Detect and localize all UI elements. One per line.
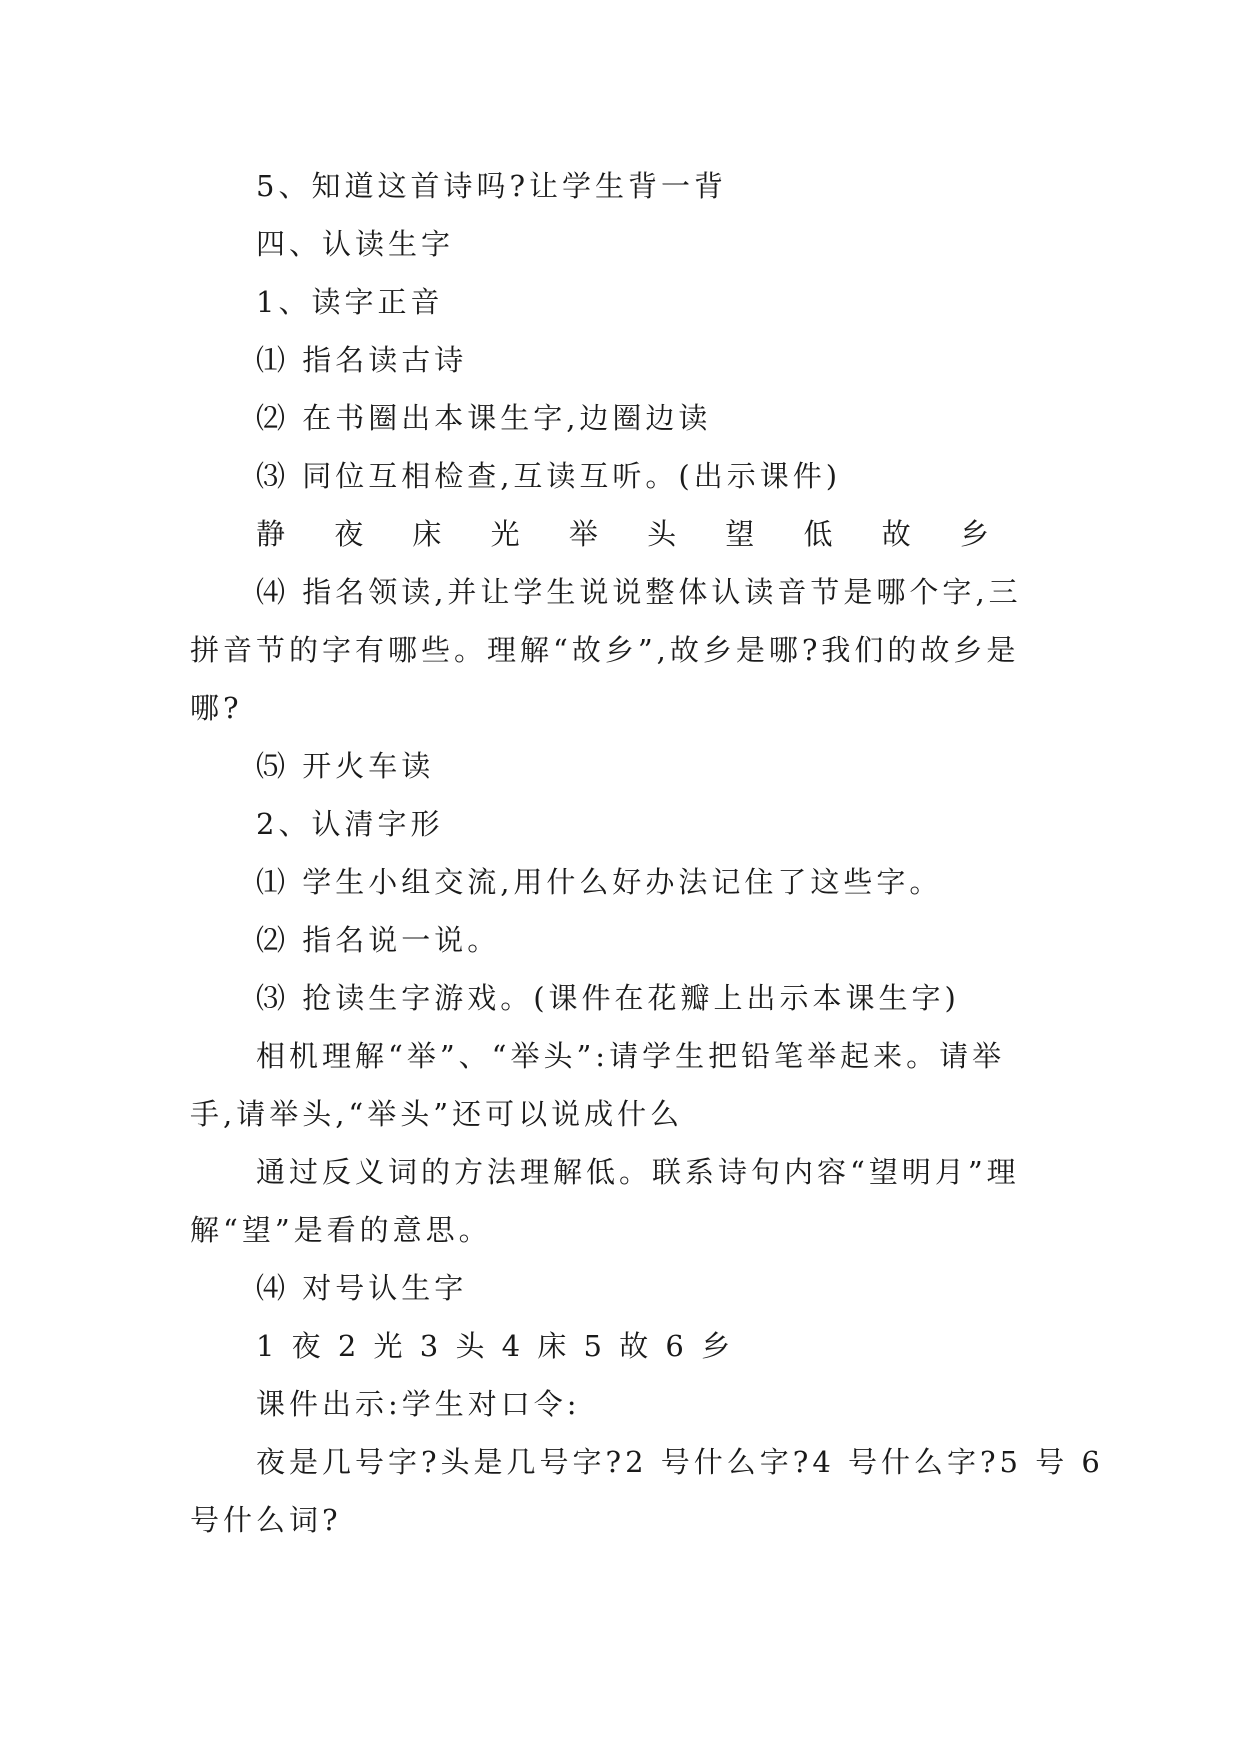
paragraph-line: ⑷ 指名领读,并让学生说说整体认读音节是哪个字,三 [256,575,1022,609]
subsection-heading: 1、读字正音 [256,285,444,319]
numbered-character-list: 1 夜 2 光 3 头 4 床 5 故 6 乡 [256,1329,735,1363]
paragraph-line: 夜是几号字?头是几号字?2 号什么字?4 号什么字?5 号 6 [256,1445,1104,1479]
character-list: 静 夜 床 光 举 头 望 低 故 乡 [256,517,1009,551]
paragraph-line: 解“望”是看的意思。 [190,1213,492,1247]
text-line: ⑵ 指名说一说。 [256,923,501,957]
section-heading: 四、认读生字 [256,227,455,261]
text-line: ⑵ 在书圈出本课生字,边圈边读 [256,401,712,435]
paragraph-line: 拼音节的字有哪些。理解“故乡”,故乡是哪?我们的故乡是 [190,633,1020,667]
subsection-heading: 2、认清字形 [256,807,444,841]
text-line: ⑶ 同位互相检查,互读互听。(出示课件) [256,459,842,493]
text-line: 课件出示:学生对口令: [256,1387,581,1421]
text-line: ⑴ 指名读古诗 [256,343,468,377]
text-line: ⑴ 学生小组交流,用什么好办法记住了这些字。 [256,865,943,899]
paragraph-line: 号什么词? [190,1503,342,1537]
text-line: 5、知道这首诗吗?让学生背一背 [256,169,727,203]
text-line: ⑷ 对号认生字 [256,1271,468,1305]
text-line: ⑶ 抢读生字游戏。(课件在花瓣上出示本课生字) [256,981,960,1015]
paragraph-line: 手,请举头,“举头”还可以说成什么 [190,1097,684,1131]
paragraph-line: 通过反义词的方法理解低。联系诗句内容“望明月”理 [256,1155,1020,1189]
text-line: ⑸ 开火车读 [256,749,435,783]
paragraph-line: 相机理解“举”、“举头”:请学生把铅笔举起来。请举 [256,1039,1006,1073]
paragraph-line: 哪? [190,691,243,725]
